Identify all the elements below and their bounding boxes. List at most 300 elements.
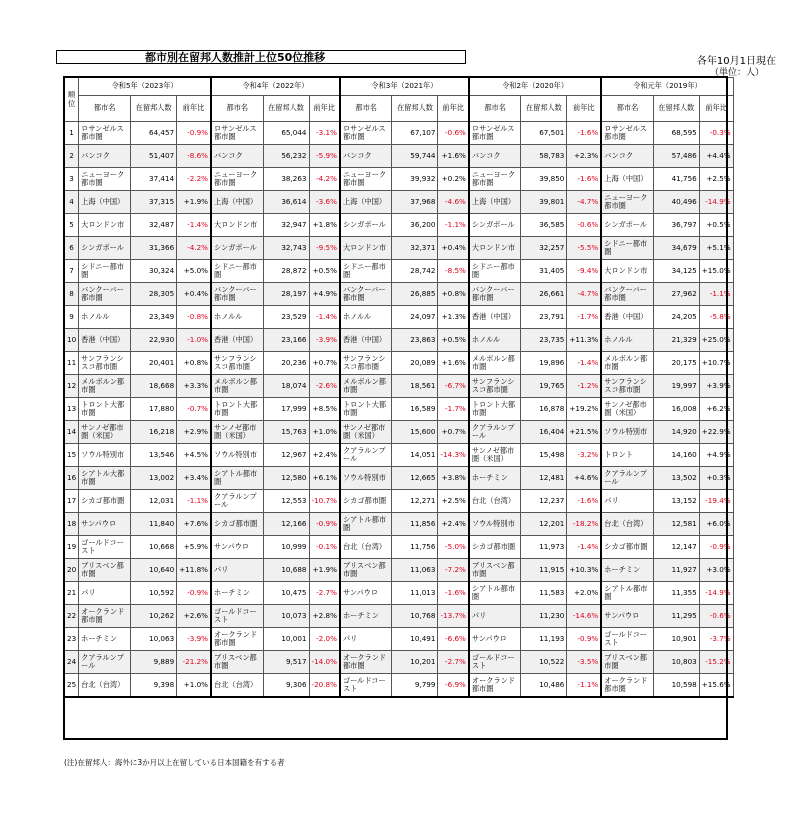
city-name-cell: シンガポール xyxy=(79,237,131,260)
resident-count-cell: 31,366 xyxy=(131,237,177,260)
table-row xyxy=(65,628,734,651)
table-row xyxy=(65,582,734,605)
table-row xyxy=(65,168,734,191)
yoy-change-cell: +0.5% xyxy=(438,329,469,352)
change-column-header: 前年比 xyxy=(567,96,601,122)
city-name-cell: メルボルン都市圏 xyxy=(601,352,653,375)
yoy-change-cell: +2.8% xyxy=(309,605,340,628)
yoy-change-cell: +5.1% xyxy=(699,237,733,260)
resident-count-cell: 10,063 xyxy=(131,628,177,651)
yoy-change-cell: +2.5% xyxy=(699,168,733,191)
resident-count-cell: 31,405 xyxy=(521,260,567,283)
resident-count-cell: 68,595 xyxy=(653,122,699,145)
resident-count-cell: 12,201 xyxy=(521,513,567,536)
city-name-cell: ロサンゼルス都市圏 xyxy=(211,122,263,145)
yoy-change-cell: -1.7% xyxy=(567,306,601,329)
resident-count-cell: 11,915 xyxy=(521,559,567,582)
resident-count-cell: 59,744 xyxy=(392,145,438,168)
city-name-cell: サンパウロ xyxy=(469,628,521,651)
city-name-cell: ホーチミン xyxy=(469,467,521,490)
yoy-change-cell: -1.4% xyxy=(309,306,340,329)
yoy-change-cell: -0.7% xyxy=(177,398,211,421)
resident-count-cell: 15,600 xyxy=(392,421,438,444)
resident-count-cell: 11,756 xyxy=(392,536,438,559)
city-name-cell: ゴールドコースト xyxy=(211,605,263,628)
rank-cell: 4 xyxy=(65,191,79,214)
yoy-change-cell: +1.6% xyxy=(438,145,469,168)
yoy-change-cell: -2.6% xyxy=(309,375,340,398)
city-name-cell: 上海（中国） xyxy=(79,191,131,214)
city-name-cell: ホノルル xyxy=(211,306,263,329)
table-row xyxy=(65,605,734,628)
resident-count-cell: 23,529 xyxy=(263,306,309,329)
count-column-header: 在留邦人数 xyxy=(392,96,438,122)
city-name-cell: バンクーバー都市圏 xyxy=(601,283,653,306)
yoy-change-cell: +25.0% xyxy=(699,329,733,352)
yoy-change-cell: -1.6% xyxy=(567,122,601,145)
yoy-change-cell: -8.6% xyxy=(177,145,211,168)
rank-cell: 23 xyxy=(65,628,79,651)
yoy-change-cell: +21.5% xyxy=(567,421,601,444)
yoy-change-cell: -19.4% xyxy=(699,490,733,513)
resident-count-cell: 36,614 xyxy=(263,191,309,214)
city-name-cell: ホーチミン xyxy=(79,628,131,651)
resident-count-cell: 36,797 xyxy=(653,214,699,237)
resident-count-cell: 11,840 xyxy=(131,513,177,536)
yoy-change-cell: -4.2% xyxy=(177,237,211,260)
resident-count-cell: 19,997 xyxy=(653,375,699,398)
change-column-header: 前年比 xyxy=(309,96,340,122)
city-name-cell: ニューヨーク都市圏 xyxy=(211,168,263,191)
yoy-change-cell: +0.8% xyxy=(438,283,469,306)
yoy-change-cell: -2.2% xyxy=(177,168,211,191)
yoy-change-cell: +2.0% xyxy=(567,582,601,605)
yoy-change-cell: +5.0% xyxy=(177,260,211,283)
yoy-change-cell: -14.9% xyxy=(699,191,733,214)
resident-count-cell: 11,295 xyxy=(653,605,699,628)
yoy-change-cell: +4.6% xyxy=(567,467,601,490)
resident-count-cell: 16,878 xyxy=(521,398,567,421)
table-row xyxy=(65,444,734,467)
resident-count-cell: 10,073 xyxy=(263,605,309,628)
city-name-cell: ソウル特別市 xyxy=(340,467,392,490)
yoy-change-cell: +3.4% xyxy=(177,467,211,490)
resident-count-cell: 11,973 xyxy=(521,536,567,559)
resident-count-cell: 10,901 xyxy=(653,628,699,651)
yoy-change-cell: -2.0% xyxy=(309,628,340,651)
yoy-change-cell: -3.7% xyxy=(699,628,733,651)
city-name-cell: ホーチミン xyxy=(340,605,392,628)
resident-count-cell: 10,640 xyxy=(131,559,177,582)
city-name-cell: バンコク xyxy=(79,145,131,168)
table-row xyxy=(65,260,734,283)
resident-count-cell: 10,201 xyxy=(392,651,438,674)
table-row xyxy=(65,651,734,674)
city-column-header: 都市名 xyxy=(601,96,653,122)
table-row xyxy=(65,398,734,421)
yoy-change-cell: -10.7% xyxy=(309,490,340,513)
city-name-cell: ロサンゼルス都市圏 xyxy=(340,122,392,145)
yoy-change-cell: -1.6% xyxy=(567,490,601,513)
resident-count-cell: 14,920 xyxy=(653,421,699,444)
rank-cell: 20 xyxy=(65,559,79,582)
table-row xyxy=(65,283,734,306)
yoy-change-cell: +11.3% xyxy=(567,329,601,352)
count-column-header: 在留邦人数 xyxy=(131,96,177,122)
resident-count-cell: 37,315 xyxy=(131,191,177,214)
yoy-change-cell: +4.9% xyxy=(699,444,733,467)
resident-count-cell: 57,486 xyxy=(653,145,699,168)
city-name-cell: シアトル都市圏 xyxy=(601,582,653,605)
yoy-change-cell: -8.5% xyxy=(438,260,469,283)
yoy-change-cell: +0.7% xyxy=(438,421,469,444)
city-name-cell: 大ロンドン市 xyxy=(469,237,521,260)
city-name-cell: ロサンゼルス都市圏 xyxy=(79,122,131,145)
rank-cell: 15 xyxy=(65,444,79,467)
yoy-change-cell: -0.6% xyxy=(438,122,469,145)
city-name-cell: シカゴ都市圏 xyxy=(340,490,392,513)
yoy-change-cell: -1.4% xyxy=(567,536,601,559)
rank-cell: 22 xyxy=(65,605,79,628)
year-header: 令和3年（2021年） xyxy=(340,78,469,96)
resident-count-cell: 24,205 xyxy=(653,306,699,329)
yoy-change-cell: -9.5% xyxy=(309,237,340,260)
resident-count-cell: 39,932 xyxy=(392,168,438,191)
resident-count-cell: 11,583 xyxy=(521,582,567,605)
yoy-change-cell: -1.1% xyxy=(177,490,211,513)
city-name-cell: バンコク xyxy=(340,145,392,168)
resident-count-cell: 26,661 xyxy=(521,283,567,306)
yoy-change-cell: -5.8% xyxy=(699,306,733,329)
city-name-cell: シドニー都市圏 xyxy=(601,237,653,260)
yoy-change-cell: +6.1% xyxy=(309,467,340,490)
yoy-change-cell: -5.9% xyxy=(309,145,340,168)
rank-cell: 7 xyxy=(65,260,79,283)
city-name-cell: シドニー都市圏 xyxy=(211,260,263,283)
resident-count-cell: 12,580 xyxy=(263,467,309,490)
yoy-change-cell: +0.4% xyxy=(177,283,211,306)
yoy-change-cell: +1.9% xyxy=(177,191,211,214)
yoy-change-cell: -18.2% xyxy=(567,513,601,536)
yoy-change-cell: -0.3% xyxy=(699,122,733,145)
yoy-change-cell: -1.4% xyxy=(177,214,211,237)
resident-count-cell: 12,665 xyxy=(392,467,438,490)
city-name-cell: パリ xyxy=(340,628,392,651)
footnote: (注)在留邦人：海外に3か月以上在留している日本国籍を有する者 xyxy=(64,758,285,767)
rank-cell: 21 xyxy=(65,582,79,605)
city-name-cell: ロサンゼルス都市圏 xyxy=(469,122,521,145)
rank-cell: 13 xyxy=(65,398,79,421)
resident-count-cell: 9,306 xyxy=(263,674,309,698)
city-name-cell: サンパウロ xyxy=(79,513,131,536)
yoy-change-cell: +1.3% xyxy=(438,306,469,329)
city-name-cell: オークランド都市圏 xyxy=(211,628,263,651)
city-name-cell: メルボルン都市圏 xyxy=(211,375,263,398)
resident-count-cell: 21,329 xyxy=(653,329,699,352)
resident-count-cell: 39,801 xyxy=(521,191,567,214)
yoy-change-cell: -4.2% xyxy=(309,168,340,191)
yoy-change-cell: +0.2% xyxy=(438,168,469,191)
city-name-cell: サンノゼ都市圏（米国） xyxy=(601,398,653,421)
resident-count-cell: 23,791 xyxy=(521,306,567,329)
city-name-cell: シアトル都市圏 xyxy=(469,582,521,605)
rank-cell: 18 xyxy=(65,513,79,536)
yoy-change-cell: +2.9% xyxy=(177,421,211,444)
city-name-cell: 上海（中国） xyxy=(601,168,653,191)
change-column-header: 前年比 xyxy=(438,96,469,122)
city-name-cell: 大ロンドン市 xyxy=(601,260,653,283)
city-name-cell: ブリスベン都市圏 xyxy=(469,559,521,582)
yoy-change-cell: +5.9% xyxy=(177,536,211,559)
yoy-change-cell: -1.0% xyxy=(177,329,211,352)
yoy-change-cell: -0.9% xyxy=(699,536,733,559)
yoy-change-cell: -0.9% xyxy=(177,122,211,145)
resident-count-cell: 20,236 xyxy=(263,352,309,375)
city-name-cell: サンノゼ都市圏（米国） xyxy=(79,421,131,444)
yoy-change-cell: -14.0% xyxy=(309,651,340,674)
city-name-cell: トロント大都市圏 xyxy=(340,398,392,421)
city-name-cell: シンガポール xyxy=(211,237,263,260)
city-name-cell: ホノルル xyxy=(601,329,653,352)
city-name-cell: ホーチミン xyxy=(211,582,263,605)
yoy-change-cell: -7.2% xyxy=(438,559,469,582)
city-name-cell: シドニー都市圏 xyxy=(79,260,131,283)
table-row xyxy=(65,122,734,145)
yoy-change-cell: -6.7% xyxy=(438,375,469,398)
yoy-change-cell: -14.9% xyxy=(699,582,733,605)
rank-cell: 16 xyxy=(65,467,79,490)
yoy-change-cell: +2.6% xyxy=(177,605,211,628)
yoy-change-cell: -0.9% xyxy=(567,628,601,651)
yoy-change-cell: +6.2% xyxy=(699,398,733,421)
rank-cell: 25 xyxy=(65,674,79,698)
city-name-cell: シドニー都市圏 xyxy=(469,260,521,283)
table-row xyxy=(65,421,734,444)
rank-cell: 17 xyxy=(65,490,79,513)
yoy-change-cell: +1.9% xyxy=(309,559,340,582)
resident-count-cell: 13,152 xyxy=(653,490,699,513)
rank-header: 順 位 xyxy=(65,78,79,122)
city-column-header: 都市名 xyxy=(211,96,263,122)
as-of-date: 各年10月1日現在 xyxy=(696,56,776,67)
count-column-header: 在留邦人数 xyxy=(263,96,309,122)
resident-count-cell: 11,193 xyxy=(521,628,567,651)
yoy-change-cell: -1.6% xyxy=(567,168,601,191)
change-column-header: 前年比 xyxy=(177,96,211,122)
resident-count-cell: 36,200 xyxy=(392,214,438,237)
resident-count-cell: 26,885 xyxy=(392,283,438,306)
yoy-change-cell: -1.1% xyxy=(438,214,469,237)
resident-count-cell: 12,147 xyxy=(653,536,699,559)
city-name-cell: トロント大都市圏 xyxy=(469,398,521,421)
yoy-change-cell: -0.1% xyxy=(309,536,340,559)
resident-count-cell: 23,735 xyxy=(521,329,567,352)
resident-count-cell: 27,962 xyxy=(653,283,699,306)
yoy-change-cell: +19.2% xyxy=(567,398,601,421)
city-name-cell: ソウル特別市 xyxy=(469,513,521,536)
city-name-cell: オークランド都市圏 xyxy=(469,674,521,698)
city-name-cell: バンクーバー都市圏 xyxy=(211,283,263,306)
resident-count-cell: 32,257 xyxy=(521,237,567,260)
resident-count-cell: 32,487 xyxy=(131,214,177,237)
yoy-change-cell: -1.7% xyxy=(438,398,469,421)
city-name-cell: 香港（中国） xyxy=(601,306,653,329)
yoy-change-cell: -9.4% xyxy=(567,260,601,283)
city-name-cell: トロント大都市圏 xyxy=(79,398,131,421)
resident-count-cell: 37,968 xyxy=(392,191,438,214)
resident-count-cell: 12,581 xyxy=(653,513,699,536)
city-name-cell: ブリスベン都市圏 xyxy=(79,559,131,582)
city-name-cell: 上海（中国） xyxy=(469,191,521,214)
yoy-change-cell: -14.6% xyxy=(567,605,601,628)
table-row xyxy=(65,329,734,352)
resident-count-cell: 56,232 xyxy=(263,145,309,168)
rank-cell: 6 xyxy=(65,237,79,260)
unit-label: （単位：人） xyxy=(709,68,764,78)
table-row xyxy=(65,237,734,260)
city-name-cell: クアラルンプール xyxy=(601,467,653,490)
city-name-cell: バンクーバー都市圏 xyxy=(340,283,392,306)
resident-count-cell: 16,008 xyxy=(653,398,699,421)
resident-count-cell: 65,044 xyxy=(263,122,309,145)
resident-count-cell: 23,349 xyxy=(131,306,177,329)
resident-count-cell: 58,783 xyxy=(521,145,567,168)
resident-count-cell: 10,262 xyxy=(131,605,177,628)
resident-count-cell: 17,880 xyxy=(131,398,177,421)
yoy-change-cell: -3.9% xyxy=(309,329,340,352)
yoy-change-cell: -21.2% xyxy=(177,651,211,674)
resident-count-cell: 15,498 xyxy=(521,444,567,467)
yoy-change-cell: +3.3% xyxy=(177,375,211,398)
city-name-cell: 台北（台湾） xyxy=(211,674,263,698)
resident-count-cell: 11,927 xyxy=(653,559,699,582)
yoy-change-cell: +4.9% xyxy=(309,283,340,306)
city-name-cell: サンパウロ xyxy=(601,605,653,628)
resident-count-cell: 14,160 xyxy=(653,444,699,467)
yoy-change-cell: +15.0% xyxy=(699,260,733,283)
resident-count-cell: 34,125 xyxy=(653,260,699,283)
city-name-cell: 上海（中国） xyxy=(340,191,392,214)
yoy-change-cell: -13.7% xyxy=(438,605,469,628)
city-name-cell: サンノゼ都市圏（米国） xyxy=(469,444,521,467)
resident-count-cell: 18,561 xyxy=(392,375,438,398)
resident-count-cell: 16,589 xyxy=(392,398,438,421)
resident-count-cell: 14,051 xyxy=(392,444,438,467)
resident-count-cell: 10,688 xyxy=(263,559,309,582)
city-name-cell: ゴールドコースト xyxy=(79,536,131,559)
resident-count-cell: 40,496 xyxy=(653,191,699,214)
resident-count-cell: 67,501 xyxy=(521,122,567,145)
resident-count-cell: 12,481 xyxy=(521,467,567,490)
yoy-change-cell: +2.3% xyxy=(567,145,601,168)
city-name-cell: シアトル都市圏 xyxy=(211,467,263,490)
resident-count-cell: 11,013 xyxy=(392,582,438,605)
resident-count-cell: 19,896 xyxy=(521,352,567,375)
yoy-change-cell: +4.5% xyxy=(177,444,211,467)
rank-cell: 24 xyxy=(65,651,79,674)
yoy-change-cell: -0.6% xyxy=(567,214,601,237)
rank-cell: 14 xyxy=(65,421,79,444)
city-name-cell: クアラルンプール xyxy=(211,490,263,513)
yoy-change-cell: -1.2% xyxy=(567,375,601,398)
city-name-cell: バンクーバー都市圏 xyxy=(469,283,521,306)
yoy-change-cell: -14.3% xyxy=(438,444,469,467)
resident-count-cell: 10,001 xyxy=(263,628,309,651)
city-name-cell: ニューヨーク都市圏 xyxy=(79,168,131,191)
resident-count-cell: 12,031 xyxy=(131,490,177,513)
city-name-cell: サンフランシスコ都市圏 xyxy=(211,352,263,375)
resident-count-cell: 32,743 xyxy=(263,237,309,260)
resident-count-cell: 9,889 xyxy=(131,651,177,674)
resident-count-cell: 36,585 xyxy=(521,214,567,237)
city-name-cell: シンガポール xyxy=(601,214,653,237)
resident-count-cell: 38,263 xyxy=(263,168,309,191)
yoy-change-cell: -0.9% xyxy=(177,582,211,605)
city-name-cell: ブリスベン都市圏 xyxy=(340,559,392,582)
resident-count-cell: 67,107 xyxy=(392,122,438,145)
yoy-change-cell: -1.4% xyxy=(567,352,601,375)
city-name-cell: シアトル大都市圏 xyxy=(79,467,131,490)
resident-count-cell: 10,668 xyxy=(131,536,177,559)
city-name-cell: 大ロンドン市 xyxy=(340,237,392,260)
yoy-change-cell: -3.1% xyxy=(309,122,340,145)
yoy-change-cell: -2.7% xyxy=(438,651,469,674)
city-name-cell: サンフランシスコ都市圏 xyxy=(469,375,521,398)
city-name-cell: シカゴ都市圏 xyxy=(79,490,131,513)
resident-count-cell: 20,089 xyxy=(392,352,438,375)
resident-count-cell: 28,197 xyxy=(263,283,309,306)
yoy-change-cell: +2.4% xyxy=(309,444,340,467)
resident-count-cell: 10,522 xyxy=(521,651,567,674)
rank-cell: 5 xyxy=(65,214,79,237)
resident-count-cell: 28,742 xyxy=(392,260,438,283)
city-name-cell: ゴールドコースト xyxy=(340,674,392,698)
city-name-cell: サンノゼ都市圏（米国） xyxy=(211,421,263,444)
yoy-change-cell: -6.9% xyxy=(438,674,469,698)
resident-count-cell: 30,324 xyxy=(131,260,177,283)
yoy-change-cell: -4.7% xyxy=(567,283,601,306)
resident-count-cell: 12,553 xyxy=(263,490,309,513)
resident-count-cell: 20,175 xyxy=(653,352,699,375)
yoy-change-cell: +1.0% xyxy=(177,674,211,698)
yoy-change-cell: -5.5% xyxy=(567,237,601,260)
yoy-change-cell: -1.6% xyxy=(438,582,469,605)
resident-count-cell: 23,863 xyxy=(392,329,438,352)
yoy-change-cell: -2.7% xyxy=(309,582,340,605)
city-name-cell: ホノルル xyxy=(469,329,521,352)
table-row xyxy=(65,191,734,214)
resident-count-cell: 32,371 xyxy=(392,237,438,260)
city-name-cell: シドニー都市圏 xyxy=(340,260,392,283)
resident-count-cell: 10,803 xyxy=(653,651,699,674)
city-name-cell: 香港（中国） xyxy=(211,329,263,352)
yoy-change-cell: +3.0% xyxy=(699,559,733,582)
yoy-change-cell: -4.6% xyxy=(438,191,469,214)
city-name-cell: ニューヨーク都市圏 xyxy=(340,168,392,191)
city-name-cell: パリ xyxy=(211,559,263,582)
city-name-cell: サンフランシスコ都市圏 xyxy=(601,375,653,398)
city-name-cell: ホノルル xyxy=(79,306,131,329)
yoy-change-cell: +2.5% xyxy=(438,490,469,513)
city-name-cell: メルボルン都市圏 xyxy=(469,352,521,375)
city-name-cell: バンコク xyxy=(211,145,263,168)
city-name-cell: バンコク xyxy=(601,145,653,168)
change-column-header: 前年比 xyxy=(699,96,733,122)
city-name-cell: シカゴ都市圏 xyxy=(469,536,521,559)
yoy-change-cell: -0.8% xyxy=(177,306,211,329)
yoy-change-cell: +22.9% xyxy=(699,421,733,444)
city-column-header: 都市名 xyxy=(340,96,392,122)
